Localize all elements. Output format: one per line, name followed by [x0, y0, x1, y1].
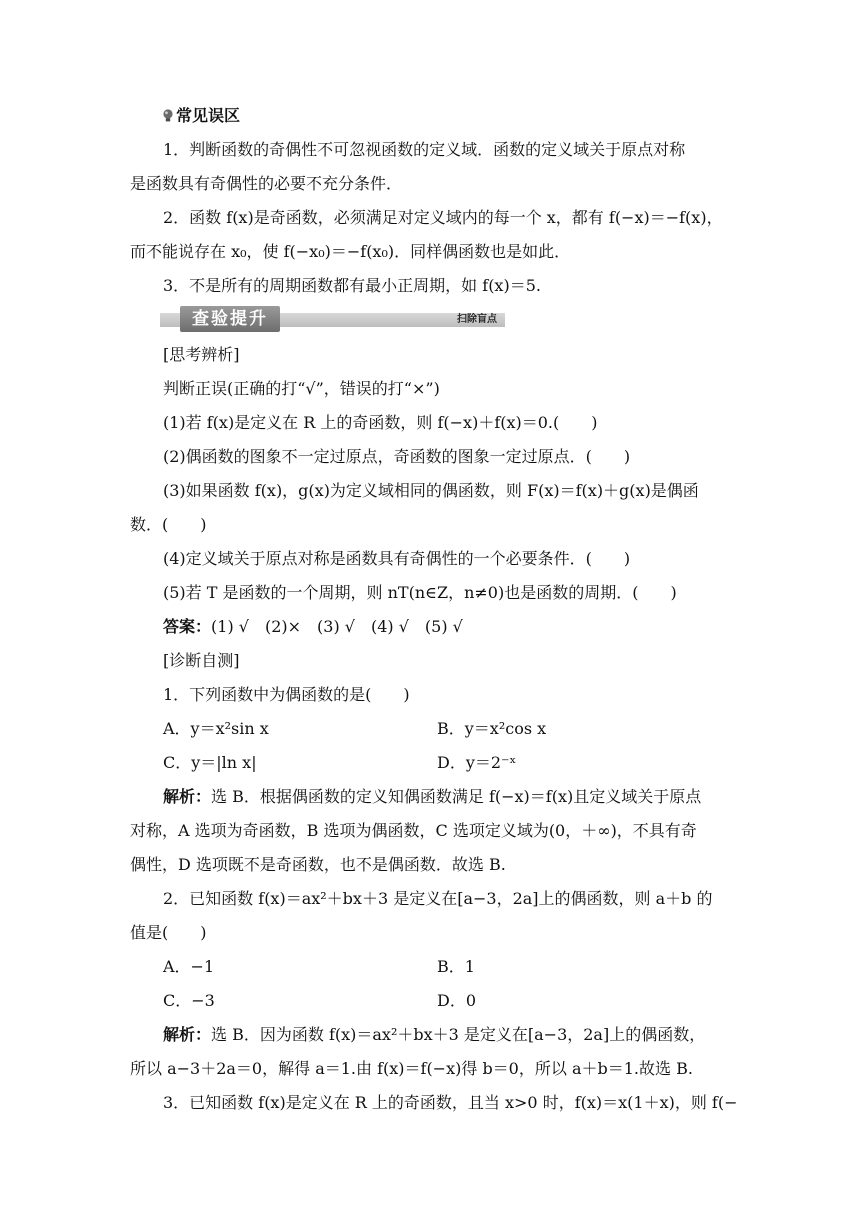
diag-q1-option-c: C．y＝|ln x|: [163, 753, 257, 772]
diag-q2-option-c: C．−3: [163, 991, 215, 1010]
diag-q1-stem: 1．下列函数中为偶函数的是( ): [163, 685, 410, 704]
answer-label: 答案：: [163, 617, 212, 636]
section-title: 常见误区: [176, 106, 241, 125]
solution-label: 解析：: [163, 787, 212, 806]
banner-title: 查验提升: [180, 306, 280, 332]
section-banner: [160, 306, 505, 332]
thinking-title: [思考辨析]: [163, 345, 240, 364]
thinking-instruction: 判断正误(正确的打“√”，错误的打“×”): [163, 379, 440, 398]
thinking-answer: [163, 617, 763, 637]
solution-text: 选 B．因为函数 f(x)＝ax²＋bx＋3 是定义在[a−3，2a]上的偶函数，: [211, 1025, 706, 1044]
answer-text: (1) √ (2)× (3) √ (4) √ (5) √: [211, 617, 463, 636]
diag-q2-solution-line-2: 所以 a−3＋2a＝0，解得 a＝1.由 f(x)＝f(−x)得 b＝0，所以 a＋b＝1.故选 B.: [130, 1059, 693, 1078]
diag-q2-option-a: A．−1: [163, 957, 215, 976]
thinking-q5: (5)若 T 是函数的一个周期，则 nT(n∈Z，n≠0)也是函数的周期．( ): [163, 583, 677, 602]
thinking-q1: (1)若 f(x)是定义在 R 上的奇函数，则 f(−x)＋f(x)＝0.( ): [163, 413, 598, 432]
diag-q2-option-b: B．1: [437, 957, 475, 976]
mistake-2-line-2: 而不能说存在 x₀，使 f(−x₀)＝−f(x₀)．同样偶函数也是如此．: [130, 242, 571, 261]
diag-q2-stem-line-1: 2．已知函数 f(x)＝ax²＋bx＋3 是定义在[a−3，2a]上的偶函数，则 a＋b 的: [163, 889, 713, 908]
section-heading: [162, 106, 240, 126]
solution-label: 解析：: [163, 1025, 212, 1044]
thinking-q2: (2)偶函数的图象不一定过原点，奇函数的图象一定过原点．( ): [163, 447, 631, 466]
diag-q1-option-a: A．y＝x²sin x: [163, 719, 269, 738]
mistake-1-line-1: 1．判断函数的奇偶性不可忽视函数的定义域．函数的定义域关于原点对称: [163, 140, 686, 159]
diag-q2-option-d: D．0: [437, 991, 477, 1010]
mistake-2-line-1: 2．函数 f(x)是奇函数，必须满足对定义域内的每一个 x，都有 f(−x)＝−f(x)，: [163, 208, 723, 227]
thinking-q3-line-1: (3)如果函数 f(x)，g(x)为定义域相同的偶函数，则 F(x)＝f(x)＋g(x)是偶函: [163, 481, 699, 500]
diag-q2-stem-line-2: 值是( ): [130, 923, 207, 942]
mistake-1-line-2: 是函数具有奇偶性的必要不充分条件．: [130, 174, 403, 193]
diagnosis-title: [诊断自测]: [163, 651, 240, 670]
diag-q1-solution-line-2: 对称，A 选项为奇函数，B 选项为偶函数，C 选项定义域为(0，＋∞)，不具有奇: [130, 821, 697, 840]
diag-q1-option-d: D．y＝2⁻ˣ: [437, 753, 517, 772]
bulb-icon: [162, 109, 174, 123]
solution-text: 选 B．根据偶函数的定义知偶函数满足 f(−x)＝f(x)且定义域关于原点: [211, 787, 702, 806]
diag-q3-stem-line-1: 3．已知函数 f(x)是定义在 R 上的奇函数，且当 x>0 时，f(x)＝x(1＋x)，则 f(−: [163, 1093, 738, 1112]
diag-q2-solution-line-1: [163, 1025, 763, 1045]
thinking-q4: (4)定义域关于原点对称是函数具有奇偶性的一个必要条件．( ): [163, 549, 631, 568]
diag-q1-option-b: B．y＝x²cos x: [437, 719, 547, 738]
banner-right-label: 扫除盲点: [457, 314, 497, 325]
diag-q1-solution-line-3: 偶性，D 选项既不是奇函数，也不是偶函数．故选 B.: [130, 855, 506, 874]
thinking-q3-line-2: 数．( ): [130, 515, 207, 534]
diag-q1-solution-line-1: [163, 787, 763, 807]
mistake-3: 3．不是所有的周期函数都有最小正周期，如 f(x)＝5.: [163, 276, 541, 295]
